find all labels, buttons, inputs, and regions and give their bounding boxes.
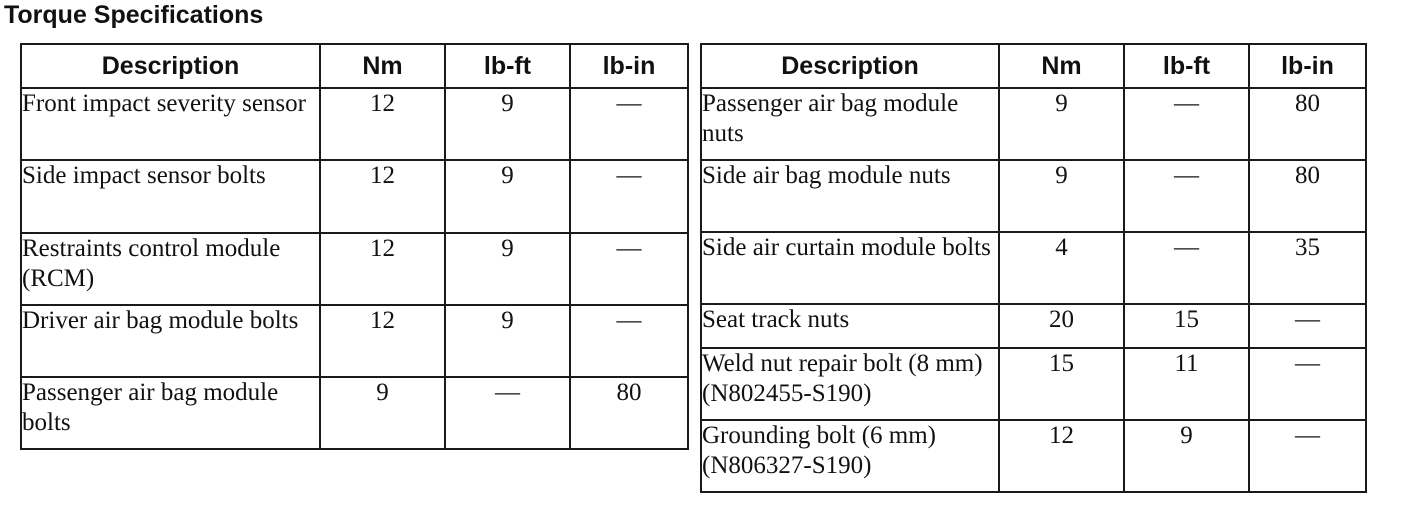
row-description: Side air bag module nuts	[701, 160, 999, 232]
row-lbft: 9	[445, 305, 570, 377]
row-lbft: 11	[1124, 348, 1249, 420]
row-lbin: —	[570, 88, 688, 160]
row-nm: 9	[999, 160, 1124, 232]
row-lbin: 80	[1249, 88, 1366, 160]
torque-table-left	[20, 43, 689, 450]
row-lbin: —	[570, 233, 688, 305]
table-row	[21, 305, 688, 377]
torque-table-right	[700, 43, 1367, 493]
row-nm: 15	[999, 348, 1124, 420]
row-lbft: 9	[445, 233, 570, 305]
row-lbin: —	[1249, 348, 1366, 420]
row-nm: 12	[999, 420, 1124, 492]
row-description: Driver air bag module bolts	[21, 305, 320, 377]
table-row	[21, 88, 688, 160]
row-lbft: —	[1124, 88, 1249, 160]
column-header-lbin: lb-in	[1249, 44, 1366, 88]
row-nm: 20	[999, 304, 1124, 348]
row-nm: 12	[320, 233, 445, 305]
row-description: Passenger air bag module nuts	[701, 88, 999, 160]
row-lbin: —	[1249, 304, 1366, 348]
column-header-nm: Nm	[999, 44, 1124, 88]
column-header-description: Description	[21, 44, 320, 88]
table-row	[701, 88, 1366, 160]
column-header-lbin: lb-in	[570, 44, 688, 88]
column-header-nm: Nm	[320, 44, 445, 88]
row-lbft: —	[445, 377, 570, 449]
row-description: Weld nut repair bolt (8 mm) (N802455-S190)	[701, 348, 999, 420]
row-nm: 12	[320, 88, 445, 160]
row-nm: 12	[320, 305, 445, 377]
row-lbin: —	[570, 160, 688, 233]
row-description: Grounding bolt (6 mm) (N806327-S190)	[701, 420, 999, 492]
row-lbft: 9	[1124, 420, 1249, 492]
table-row	[21, 160, 688, 233]
column-header-lbft: lb-ft	[1124, 44, 1249, 88]
row-nm: 9	[320, 377, 445, 449]
row-description: Side air curtain module bolts	[701, 232, 999, 304]
table-row	[701, 232, 1366, 304]
column-header-lbft: lb-ft	[445, 44, 570, 88]
page-title: Torque Specifications	[4, 1, 264, 29]
row-lbft: 9	[445, 88, 570, 160]
row-lbft: 15	[1124, 304, 1249, 348]
row-description: Passenger air bag module bolts	[21, 377, 320, 449]
column-header-description: Description	[701, 44, 999, 88]
table-header-row	[701, 44, 1366, 88]
table-row	[701, 160, 1366, 232]
row-lbin: —	[570, 305, 688, 377]
row-description: Seat track nuts	[701, 304, 999, 348]
table-row	[701, 304, 1366, 348]
row-lbin: 80	[1249, 160, 1366, 232]
row-description: Front impact severity sensor	[21, 88, 320, 160]
table-row	[21, 233, 688, 305]
row-lbin: 35	[1249, 232, 1366, 304]
table-header-row	[21, 44, 688, 88]
table-row	[701, 348, 1366, 420]
row-description: Side impact sensor bolts	[21, 160, 320, 233]
table-row	[21, 377, 688, 449]
row-lbft: 9	[445, 160, 570, 233]
row-lbin: —	[1249, 420, 1366, 492]
row-description: Restraints control module (RCM)	[21, 233, 320, 305]
row-nm: 12	[320, 160, 445, 233]
table-row	[701, 420, 1366, 492]
row-nm: 4	[999, 232, 1124, 304]
row-lbin: 80	[570, 377, 688, 449]
row-nm: 9	[999, 88, 1124, 160]
row-lbft: —	[1124, 232, 1249, 304]
row-lbft: —	[1124, 160, 1249, 232]
